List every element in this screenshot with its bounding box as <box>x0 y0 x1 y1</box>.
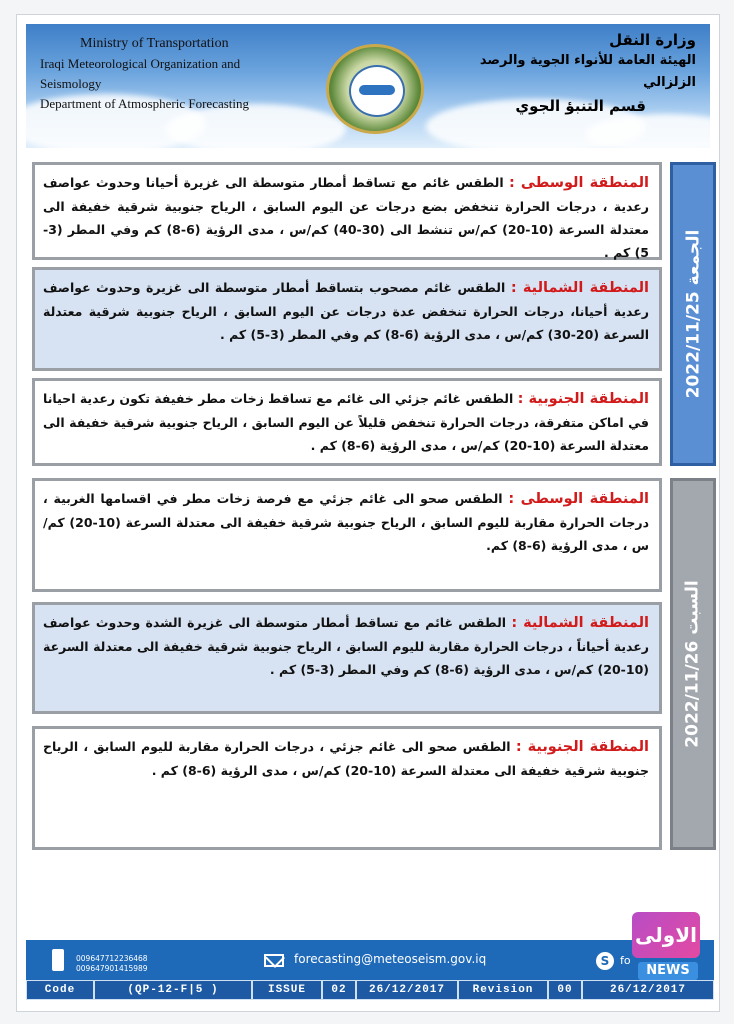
department-name-ar: قسم التنبؤ الجوي <box>515 97 646 115</box>
region-label: المنطقة الوسطى : <box>509 175 649 191</box>
day2-date-text: السبت 2022/11/26 <box>683 580 704 748</box>
organization-logo-icon <box>326 44 424 134</box>
organization-name-en: Iraqi Meteorological Organization and Seismology <box>40 56 241 91</box>
forecast-day2-south <box>32 726 662 850</box>
region-label: المنطقة الجنوبية : <box>517 391 649 407</box>
revision-number: 00 <box>548 980 582 1000</box>
contact-bar <box>26 940 714 980</box>
header-english <box>40 34 280 114</box>
phone-number-2: 009647901415989 <box>76 964 148 973</box>
phone-number-1: 009647712236468 <box>76 954 148 963</box>
region-label: المنطقة الشمالية : <box>510 280 649 296</box>
watermark-news: NEWS <box>638 962 698 980</box>
day1-date-label <box>670 162 716 466</box>
forecast-day1-north <box>32 267 662 371</box>
department-name-en: Department of Atmospheric Forecasting <box>40 96 250 111</box>
news-watermark-logo <box>628 910 704 986</box>
forecast-text: الطقس غائم مصحوب بتساقط أمطار متوسطة الى غزيرة وحدوث عواصف رعدية أحيانا، درجات الحرارة تنخفض عدة درجات عن اليوم السابق ، الرياح جنوبية شرقية معتدلة السرعة (20-30) كم/س ، مدى الرؤية (6-8) كم وفي المطر (3-5) كم . <box>43 280 649 342</box>
header-arabic <box>426 30 696 118</box>
organization-name-ar: الهيئة العامة للأنواء الجوية والرصد الزلزالي <box>479 53 696 90</box>
revision-date: 26/12/2017 <box>582 980 714 1000</box>
code-label: Code <box>26 980 94 1000</box>
skype-icon: S <box>596 952 614 970</box>
code-value: (QP-12-F|5 ) <box>94 980 252 1000</box>
issue-date: 26/12/2017 <box>356 980 458 1000</box>
forecast-text: الطقس صحو الى غائم جزئي مع فرصة زخات مطر في اقسامها الغربية ، درجات الحرارة مقاربة لليوم السابق ، الرياح جنوبية شرقية خفيفة الى معتدلة السرعة (10-20) كم/س ، مدى الرؤية (6-8) كم. <box>43 491 649 553</box>
forecast-text: الطقس غائم جزئي الى غائم مع تساقط زخات مطر خفيفة تكون رعدية احيانا في اماكن متفرقة، درجات الحرارة تنخفض قليلاً عن اليوم السابق ، الرياح جنوبية شرقية خفيفة الى معتدلة السرعة (10-20) كم/س ، مدى الرؤية (6-8) كم . <box>43 391 649 453</box>
region-label: المنطقة الوسطى : <box>508 491 649 507</box>
region-label: المنطقة الجنوبية : <box>515 739 650 755</box>
forecast-text: الطقس غائم مع تساقط أمطار متوسطة الى غزيرة الشدة وحدوث عواصف رعدية أحياناً ، درجات الحرارة مقاربة لليوم السابق ، الرياح جنوبية شرقية خفيفة الى معتدلة السرعة (10-20) كم/س ، مدى الرؤية (6-8) كم وفي المطر (3-5) كم . <box>43 615 649 677</box>
skype-id: fo <box>620 954 631 967</box>
forecast-text: الطقس غائم مع تساقط أمطار متوسطة الى غزيرة أحيانا وحدوث عواصف رعدية ، درجات الحرارة تنخفض بضع درجات عن اليوم السابق ، الرياح جنوبية شرقية خفيفة الى معتدلة السرعة (10-20) كم/س تنشط الى (30-40) كم/س ، مدى الرؤية (6-8) كم وفي المطر (3-5) كم . <box>43 175 649 260</box>
email-address[interactable]: forecasting@meteoseism.gov.iq <box>294 952 487 966</box>
ministry-name-ar: وزارة النقل <box>609 31 696 49</box>
revision-label: Revision <box>458 980 548 1000</box>
issue-number: 02 <box>322 980 356 1000</box>
header-banner <box>26 24 710 148</box>
watermark-brand: الاولى <box>632 912 700 958</box>
forecast-day1-south <box>32 378 662 466</box>
ministry-name-en: Ministry of Transportation <box>80 36 229 51</box>
forecast-day2-north <box>32 602 662 714</box>
footer <box>26 940 714 1000</box>
forecast-day2-central <box>32 478 662 592</box>
document-code-row <box>26 980 714 1000</box>
phone-numbers <box>76 954 148 974</box>
day2-date-label <box>670 478 716 850</box>
mail-icon <box>264 954 284 967</box>
forecast-day1-central <box>32 162 662 260</box>
region-label: المنطقة الشمالية : <box>511 615 650 631</box>
issue-label: ISSUE <box>252 980 322 1000</box>
phone-icon <box>52 949 64 971</box>
day1-date-text: الجمعة 2022/11/25 <box>683 229 704 399</box>
forecast-text: الطقس صحو الى غائم جزئي ، درجات الحرارة مقاربة لليوم السابق ، الرياح جنوبية شرقية خفيفة الى معتدلة السرعة (10-20) كم/س ، مدى الرؤية (6-8) كم . <box>43 739 649 778</box>
